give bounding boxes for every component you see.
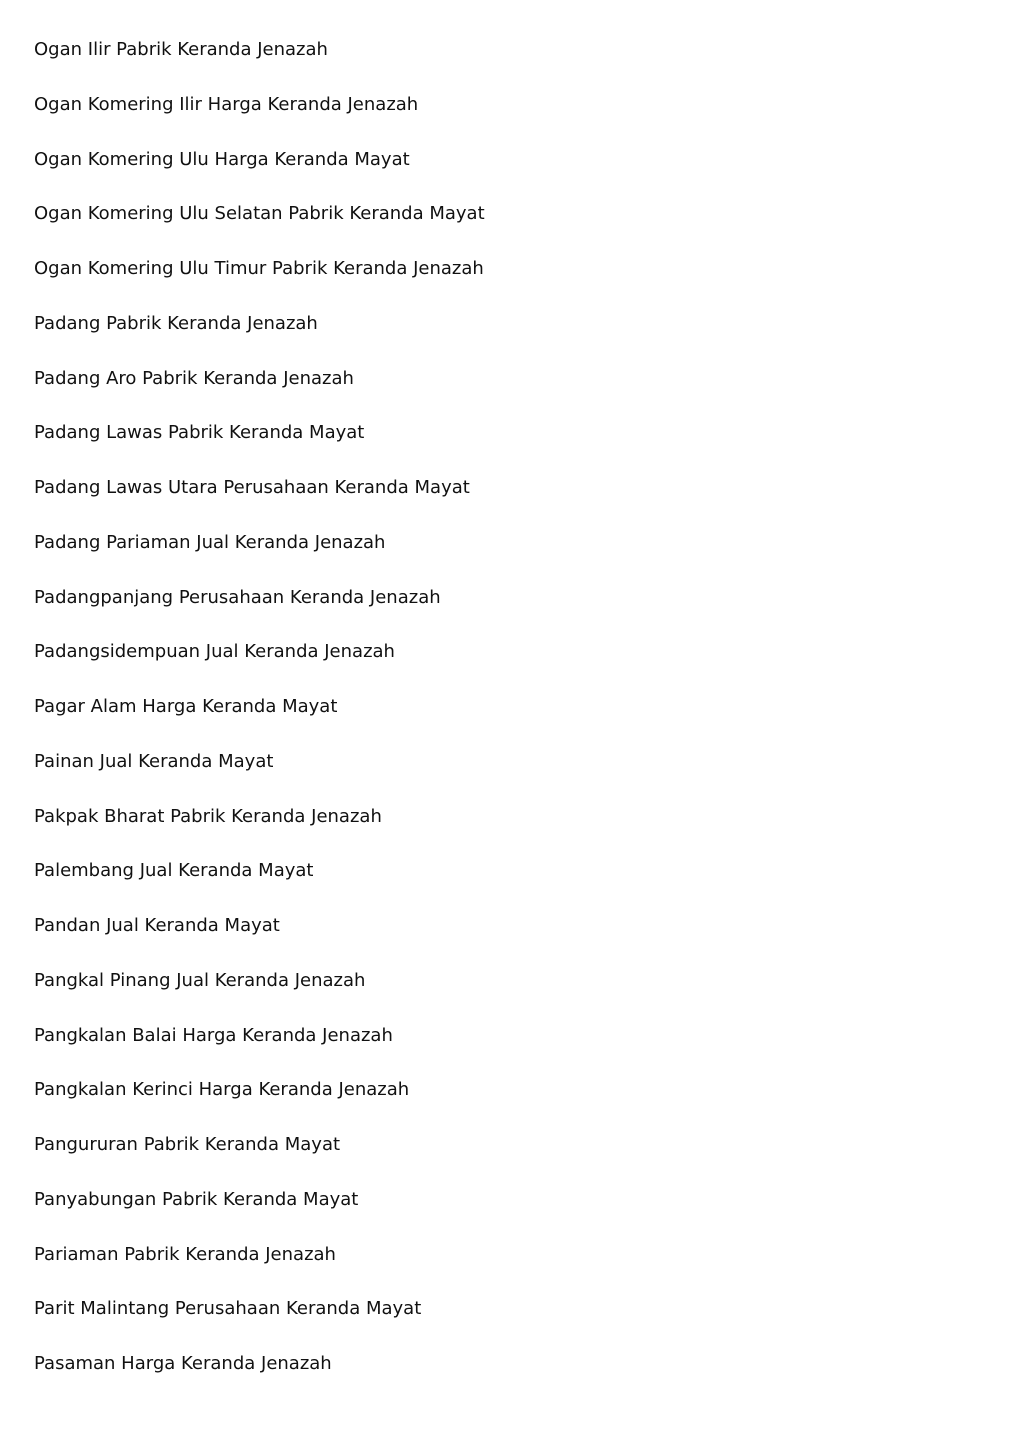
list-item: Ogan Ilir Pabrik Keranda Jenazah xyxy=(34,39,328,60)
entry-list xyxy=(34,36,485,1405)
list-item: Pakpak Bharat Pabrik Keranda Jenazah xyxy=(34,805,382,827)
list-item: Pangkalan Balai Harga Keranda Jenazah xyxy=(34,1024,393,1046)
list-item: Parit Malintang Perusahaan Keranda Mayat xyxy=(34,1298,422,1320)
list-item: Pagar Alam Harga Keranda Mayat xyxy=(34,696,338,717)
list-item: Pangkal Pinang Jual Keranda Jenazah xyxy=(34,969,366,991)
list-item: Padang Lawas Pabrik Keranda Mayat xyxy=(34,422,365,444)
list-item: Ogan Komering Ulu Harga Keranda Mayat xyxy=(34,148,410,170)
list-item: Padang Pariaman Jual Keranda Jenazah xyxy=(34,531,386,553)
list-item: Padangsidempuan Jual Keranda Jenazah xyxy=(34,641,395,663)
list-item: Ogan Komering Ilir Harga Keranda Jenazah xyxy=(34,93,419,115)
list-item: Pasaman Harga Keranda Jenazah xyxy=(34,1353,332,1374)
list-item: Palembang Jual Keranda Mayat xyxy=(34,860,314,882)
list-item: Pandan Jual Keranda Mayat xyxy=(34,915,280,936)
list-item: Ogan Komering Ulu Selatan Pabrik Keranda Mayat xyxy=(34,203,485,225)
list-item: Padang Lawas Utara Perusahaan Keranda Mayat xyxy=(34,477,470,498)
list-item: Painan Jual Keranda Mayat xyxy=(34,750,274,772)
list-item: Ogan Komering Ulu Timur Pabrik Keranda Jenazah xyxy=(34,258,484,279)
list-item: Padang Aro Pabrik Keranda Jenazah xyxy=(34,367,354,389)
list-item: Padang Pabrik Keranda Jenazah xyxy=(34,312,318,334)
list-item: Pangkalan Kerinci Harga Keranda Jenazah xyxy=(34,1079,410,1101)
list-item: Padangpanjang Perusahaan Keranda Jenazah xyxy=(34,586,441,608)
list-item: Pangururan Pabrik Keranda Mayat xyxy=(34,1134,341,1155)
list-item: Panyabungan Pabrik Keranda Mayat xyxy=(34,1188,359,1210)
list-item: Pariaman Pabrik Keranda Jenazah xyxy=(34,1243,336,1265)
